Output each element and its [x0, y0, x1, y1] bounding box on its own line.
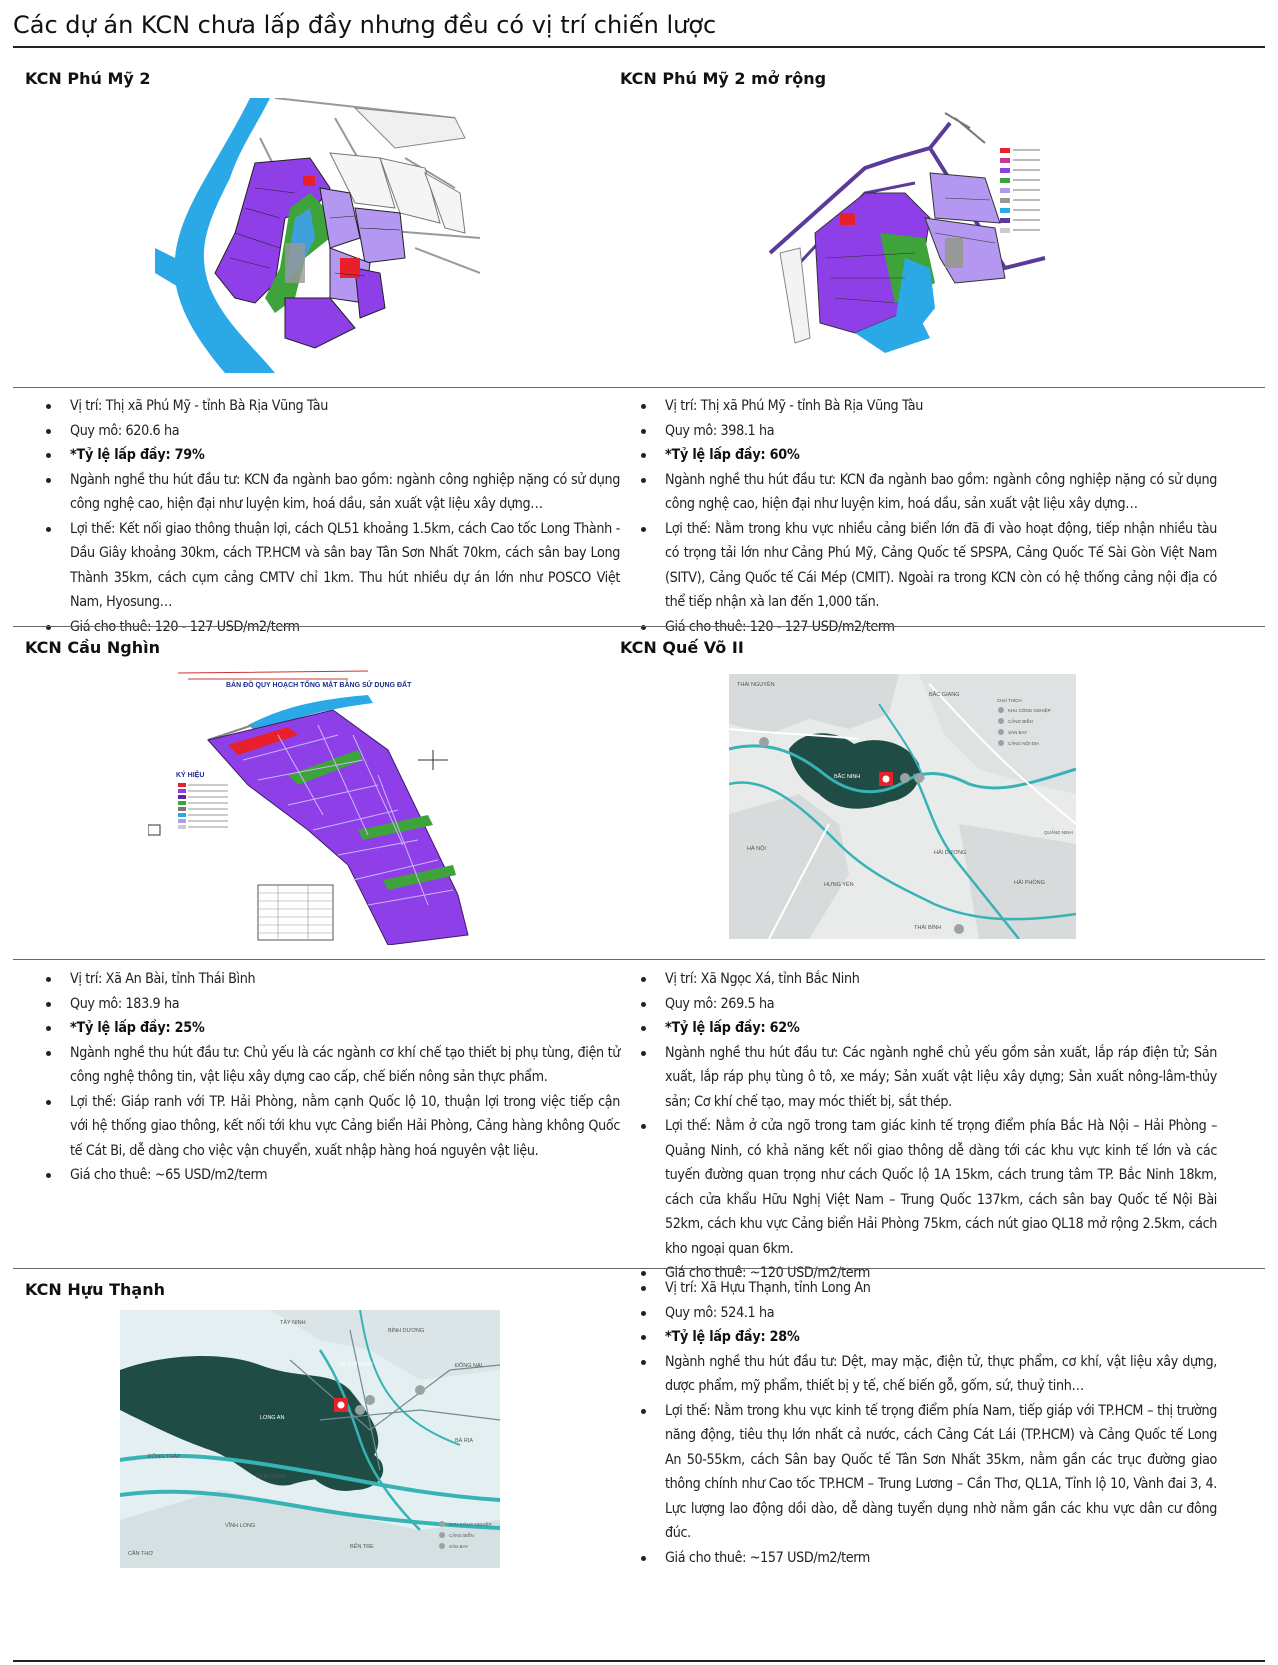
scale: Quy mô: 620.6 ha: [70, 419, 620, 444]
page-title: Các dự án KCN chưa lấp đầy nhưng đều có vị trí chiến lược: [13, 11, 717, 39]
industries: Ngành nghề thu hút đầu tư: KCN đa ngành bao gồm: ngành công nghiệp nặng có sử dụng công nghệ cao, hiện đại như luyện kim, hoá dầu, sản xuất vật liệu xây dựng…: [70, 468, 620, 517]
advantages: Lợi thế: Kết nối giao thông thuận lợi, cách QL51 khoảng 1.5km, cách Cao tốc Long Thành - Dầu Giây khoảng 30km, cách TP.HCM và sân bay Tân Sơn Nhất 70km, cách sân bay Long Thành 35km, cách cụm cảng CMTV chỉ 1km. Thu hút nhiều dự án lớn như POSCO Việt Nam, Hyosung…: [70, 517, 620, 615]
info-list-phu-my-2: [25, 394, 620, 639]
advantages: Lợi thế: Giáp ranh với TP. Hải Phòng, nằm cạnh Quốc lộ 10, thuận lợi trong việc tiếp cận với hệ thống giao thông, kết nối tới khu vực Cảng biển Hải Phòng, Cảng hàng không Quốc tế Cát Bi, dễ dàng cho việc vận chuyển, xuất nhập hàng hoá nguyên vật liệu.: [70, 1090, 620, 1164]
label-can-tho: CẦN THƠ: [128, 1551, 154, 1557]
scale: Quy mô: 524.1 ha: [665, 1301, 1217, 1326]
map-title: BẢN ĐỒ QUY HOẠCH TỔNG MẶT BẰNG SỬ DỤNG ĐẤT: [226, 682, 412, 689]
label-ha-noi: HÀ NỘI: [747, 846, 766, 852]
map-huu-thanh: [120, 1310, 500, 1568]
legend-title: CHÚ THÍCH: [997, 698, 1022, 703]
project-name-phu-my-2: KCN Phú Mỹ 2: [25, 69, 151, 88]
advantages: Lợi thế: Nằm trong khu vực nhiều cảng biển lớn đã đi vào hoạt động, tiếp nhận nhiều tàu có trọng tải lớn như Cảng Phú Mỹ, Cảng Quốc tế SPSPA, Cảng Quốc Tế Sài Gòn Việt Nam (SITV), Cảng Quốc tế Cái Mép (CMIT). Ngoài ra trong KCN còn có hệ thống cảng nội địa có thể tiếp nhận xà lan đến 1,000 tấn.: [665, 517, 1217, 615]
industries: Ngành nghề thu hút đầu tư: Dệt, may mặc, điện tử, thực phẩm, cơ khí, vật liệu xây dựng, dược phẩm, mỹ phẩm, thiết bị y tế, chế biến gỗ, gốm, sứ, thuỷ tinh…: [665, 1350, 1217, 1399]
occupancy: *Tỷ lệ lấp đầy: 28%: [665, 1325, 1217, 1350]
section-divider-4: [13, 1268, 1265, 1269]
bottom-border: [13, 1660, 1265, 1662]
label-dong-thap: ĐỒNG THÁP: [148, 1454, 181, 1460]
project-name-phu-my-2-mo-rong: KCN Phú Mỹ 2 mở rộng: [620, 69, 827, 88]
title-underline: [13, 46, 1265, 48]
occupancy: *Tỷ lệ lấp đầy: 62%: [665, 1016, 1217, 1041]
industries: Ngành nghề thu hút đầu tư: Chủ yếu là các ngành cơ khí chế tạo thiết bị phụ tùng, điện tử công nghệ thông tin, vật liệu xây dựng cao cấp, chế biến nông sản thực phẩm.: [70, 1041, 620, 1090]
scale: Quy mô: 269.5 ha: [665, 992, 1217, 1017]
section-divider-2: [13, 626, 1265, 627]
legend-item-2: CẢNG BIỂN: [1008, 719, 1033, 724]
legend-item-3: SÂN BAY: [1008, 730, 1028, 735]
info-list-que-vo-ii: [620, 967, 1217, 1286]
price: Giá cho thuê: ~65 USD/m2/term: [70, 1163, 620, 1188]
label-ben-tre: BẾN TRE: [350, 1544, 374, 1550]
scale: Quy mô: 183.9 ha: [70, 992, 620, 1017]
legend-item-1: KHU CÔNG NGHIỆP: [449, 1522, 492, 1527]
industries: Ngành nghề thu hút đầu tư: KCN đa ngành bao gồm: ngành công nghiệp nặng có sử dụng công nghệ cao, hiện đại như luyện kim, hoá dầu, sản xuất vật liệu xây dựng…: [665, 468, 1217, 517]
occupancy: *Tỷ lệ lấp đầy: 79%: [70, 443, 620, 468]
label-hai-duong: HẢI DƯƠNG: [934, 850, 967, 856]
price: Giá cho thuê: 120 - 127 USD/m2/term: [665, 615, 1217, 640]
section-divider-3: [13, 959, 1265, 960]
label-thai-nguyen: THÁI NGUYÊN: [737, 682, 775, 688]
label-bac-ninh: BẮC NINH: [834, 774, 861, 780]
project-name-huu-thanh: KCN Hựu Thạnh: [25, 1280, 166, 1299]
map-cau-nghin: [148, 665, 473, 945]
legend-item-2: CẢNG BIỂN: [449, 1533, 474, 1538]
label-bac-giang: BẮC GIANG: [929, 692, 960, 698]
occupancy: *Tỷ lệ lấp đầy: 25%: [70, 1016, 620, 1041]
label-vinh-long: VĨNH LONG: [225, 1523, 256, 1529]
advantages: Lợi thế: Nằm ở cửa ngõ trong tam giác kinh tế trọng điểm phía Bắc Hà Nội – Hải Phòng – Quảng Ninh, có khả năng kết nối giao thông dễ dàng tới các khu vực kinh tế lớn và các tuyến đường quan trọng như cách Quốc lộ 1A 15km, cách trung tâm TP. Bắc Ninh 18km, cách cửa khẩu Hữu Nghị Việt Nam – Trung Quốc 137km, cách sân bay Quốc tế Nội Bài 52km, cách khu vực Cảng biển Hải Phòng 75km, cách nút giao QL18 mở rộng 2.5km, cách kho ngoại quan 6km.: [665, 1114, 1217, 1261]
scale: Quy mô: 398.1 ha: [665, 419, 1217, 444]
info-list-huu-thanh: [620, 1276, 1217, 1570]
section-divider-1: [13, 387, 1265, 388]
info-list-cau-nghin: [25, 967, 620, 1188]
label-dong-nai: ĐỒNG NAI: [455, 1363, 483, 1369]
occupancy: *Tỷ lệ lấp đầy: 60%: [665, 443, 1217, 468]
info-list-phu-my-2-mo-rong: [620, 394, 1217, 639]
industries: Ngành nghề thu hút đầu tư: Các ngành nghề chủ yếu gồm sản xuất, lắp ráp điện tử; Sản xuất, lắp ráp phụ tùng ô tô, xe máy; Sản xuất vật liệu xây dựng; Sản xuất nông-lâm-thủy sản; Cơ khí chế tạo, may móc thiết bị, sắt thép.: [665, 1041, 1217, 1115]
label-hai-phong: HẢI PHÒNG: [1014, 880, 1045, 886]
project-name-cau-nghin: KCN Cầu Nghìn: [25, 638, 160, 657]
legend-item-1: KHU CÔNG NGHIỆP: [1008, 708, 1051, 713]
location: Vị trí: Xã Ngọc Xá, tỉnh Bắc Ninh: [665, 967, 1217, 992]
label-tay-ninh: TÂY NINH: [280, 1320, 306, 1326]
price: Giá cho thuê: ~157 USD/m2/term: [665, 1546, 1217, 1571]
label-hung-yen: HƯNG YÊN: [824, 882, 854, 888]
label-ba-ria: BÀ RỊA: [455, 1438, 474, 1444]
price: Giá cho thuê: ~120 USD/m2/term: [665, 1261, 1217, 1286]
label-tien-giang: TIỀN GIANG: [255, 1474, 287, 1480]
label-binh-duong: BÌNH DƯƠNG: [388, 1328, 425, 1334]
label-quang-ninh: QUẢNG NINH: [1044, 830, 1073, 835]
label-thai-binh: THÁI BÌNH: [914, 925, 942, 931]
map-legend-title: KÝ HIỆU: [176, 772, 205, 779]
price: Giá cho thuê: 120 - 127 USD/m2/term: [70, 615, 620, 640]
map-que-vo-ii: [729, 674, 1076, 939]
advantages: Lợi thế: Nằm trong khu vực kinh tế trọng điểm phía Nam, tiếp giáp với TP.HCM – thị trường năng động, tiêu thụ lớn nhất cả nước, cách Cảng Cát Lái (TP.HCM) và Cảng Quốc tế Long An 50-55km, cách Sân bay Quốc tế Tân Sơn Nhất 35km, nằm gần các trục đường giao thông chính như Cao tốc TP.HCM – Trung Lương – Cần Thơ, QL1A, Tỉnh lộ 10, Vành đai 3, 4. Lực lượng lao động dồi dào, dễ dàng tuyển dụng nhờ nằm gần các khu vực dân cư đông đúc.: [665, 1399, 1217, 1546]
map-phu-my-2: [155, 98, 480, 373]
location: Vị trí: Thị xã Phú Mỹ - tỉnh Bà Rịa Vũng Tàu: [70, 394, 620, 419]
location: Vị trí: Thị xã Phú Mỹ - tỉnh Bà Rịa Vũng Tàu: [665, 394, 1217, 419]
map-phu-my-2-mo-rong: [755, 108, 1090, 363]
project-name-que-vo-ii: KCN Quế Võ II: [620, 638, 744, 657]
location: Vị trí: Xã An Bài, tỉnh Thái Bình: [70, 967, 620, 992]
legend-item-3: SÂN BAY: [449, 1544, 469, 1549]
legend-item-4: CẢNG NỘI ĐỊA: [1008, 741, 1040, 746]
label-long-an: LONG AN: [260, 1415, 285, 1421]
label-ho-chi-minh: HỒ CHÍ MINH: [338, 1362, 373, 1368]
location: Vị trí: Xã Hựu Thạnh, tỉnh Long An: [665, 1276, 1217, 1301]
